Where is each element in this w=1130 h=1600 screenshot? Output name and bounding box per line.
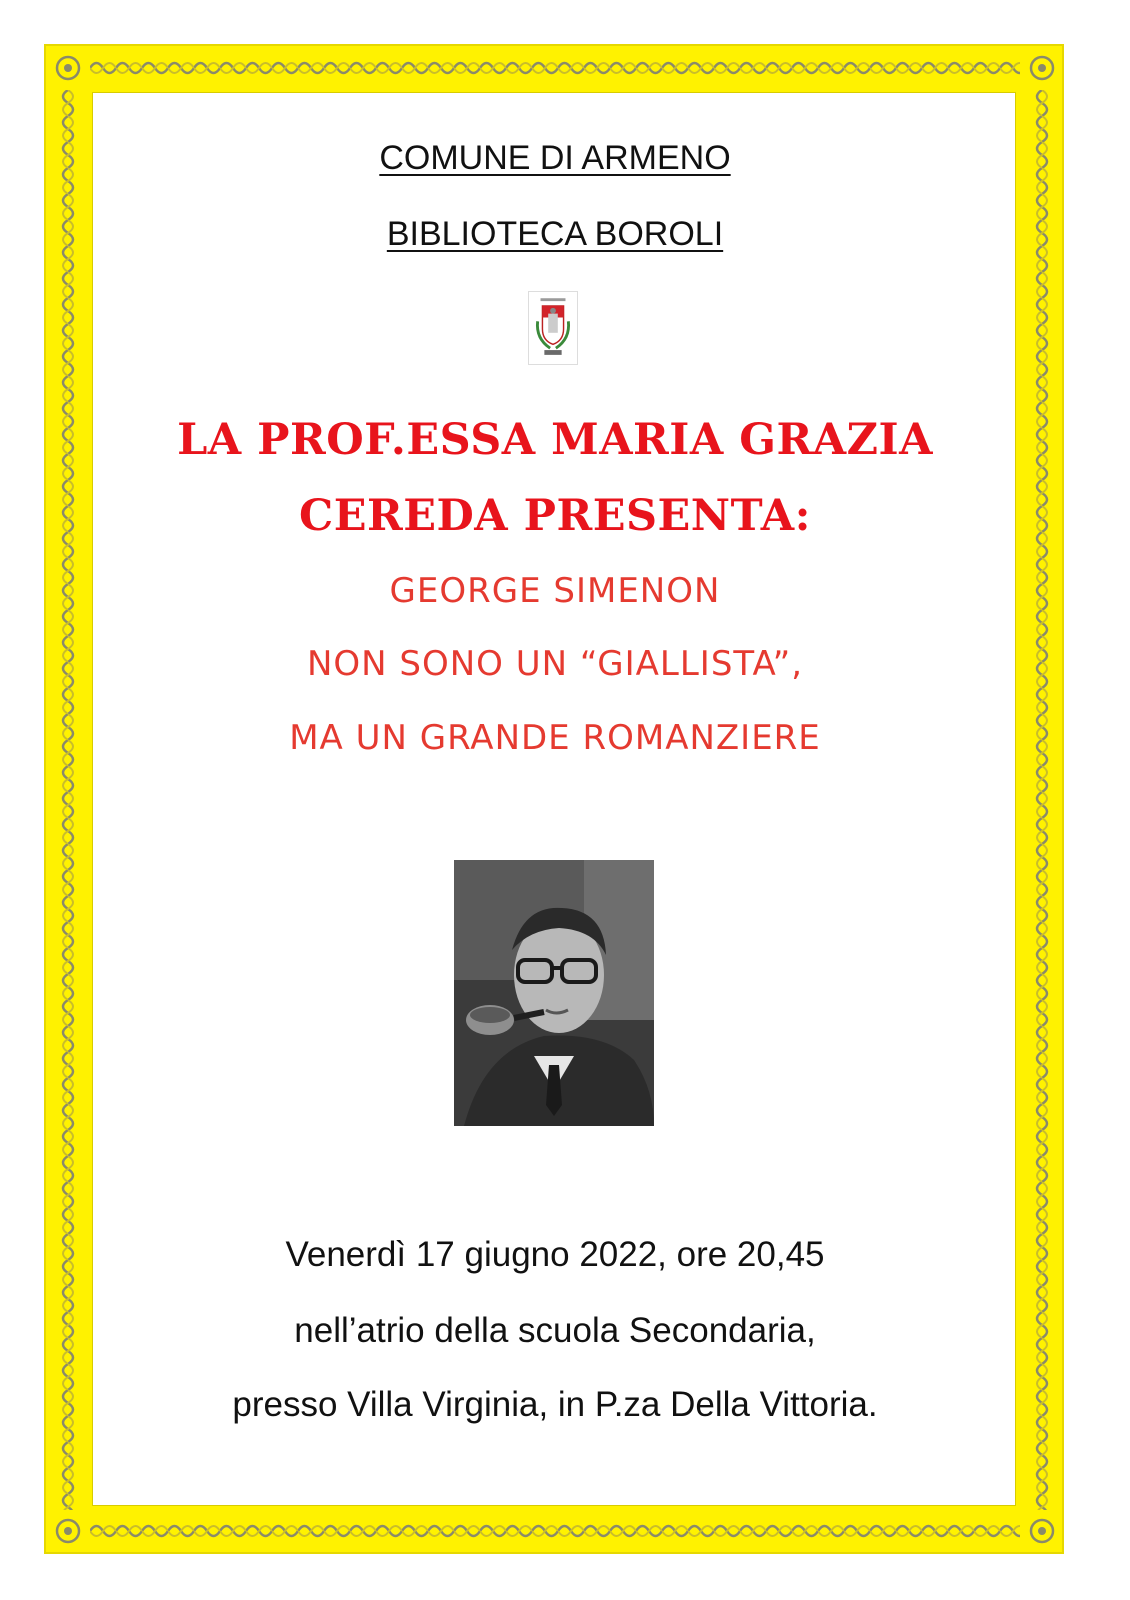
library-heading-text: BIBLIOTECA BOROLI: [386, 215, 724, 253]
portrait-photo: [454, 860, 654, 1126]
event-venue: nell’atrio della scuola Secondaria,: [294, 1311, 816, 1350]
event-date-time: Venerdì 17 giugno 2022, ore 20,45: [285, 1235, 825, 1274]
event-address: presso Villa Virginia, in P.za Della Vittoria.: [232, 1385, 878, 1424]
subject-title-line2: NON SONO UN “GIALLISTA”,: [306, 644, 804, 684]
frame-corner-ornament-icon: [53, 53, 83, 83]
municipality-heading: [91, 139, 1019, 178]
library-heading: [91, 215, 1019, 254]
poster-content: [91, 91, 1019, 1509]
subject-title-line3: MA UN GRANDE ROMANZIERE: [289, 718, 821, 758]
presenter-title-line1: LA PROF.ESSA MARIA GRAZIA: [177, 415, 933, 465]
subject-title-line1: GEORGE SIMENON: [389, 571, 721, 611]
municipality-heading-text: COMUNE DI ARMENO: [379, 139, 731, 177]
coat-of-arms-icon: [528, 291, 578, 365]
frame-corner-ornament-icon: [1027, 1516, 1057, 1546]
presenter-title-line2: CEREDA PRESENTA:: [299, 491, 811, 541]
frame-corner-ornament-icon: [53, 1516, 83, 1546]
frame-corner-ornament-icon: [1027, 53, 1057, 83]
